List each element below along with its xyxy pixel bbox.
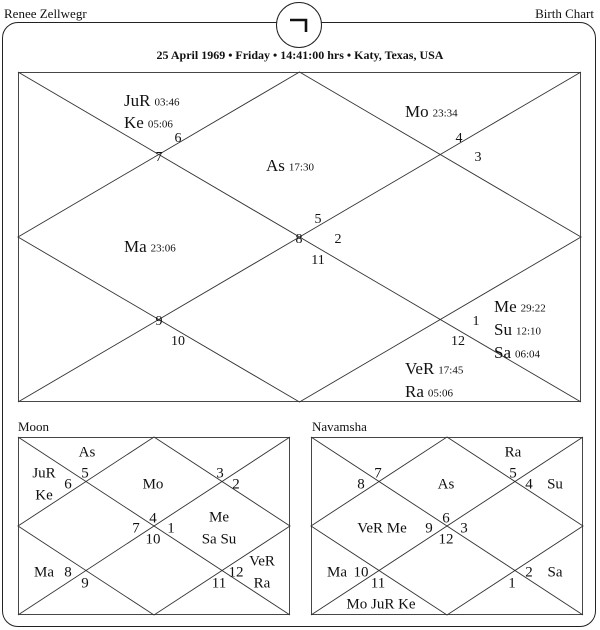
navamsha-chart-house-sign: 8 — [357, 476, 365, 493]
planet-degree: 03:46 — [154, 96, 180, 109]
planet-label: Ra — [504, 444, 522, 461]
navamsha-chart-house-sign: 6 — [442, 510, 450, 527]
planet-label: Sa — [494, 342, 511, 362]
logo-mark-icon — [288, 17, 310, 33]
planet-label: Su — [494, 319, 512, 339]
birth-house-sign: 7 — [155, 150, 163, 166]
birth-house-sign: 6 — [174, 131, 182, 147]
planet-degree: 23:06 — [150, 242, 176, 255]
birth-chart — [18, 72, 581, 402]
planet-label: As — [437, 476, 455, 493]
navamsha-chart-house-sign: 5 — [509, 465, 517, 482]
chart-type-label: Birth Chart — [535, 6, 594, 21]
planet-degree: 23:34 — [432, 107, 458, 120]
moon-chart-house-sign: 8 — [64, 564, 72, 581]
moon-chart-house-sign: 9 — [81, 575, 89, 592]
planet-degree: 06:04 — [515, 348, 541, 361]
planet-label: As — [78, 444, 96, 461]
planet-label: Ra — [253, 575, 271, 592]
navamsha-chart-house-sign: 1 — [508, 575, 516, 592]
birth-house-sign: 11 — [311, 253, 325, 269]
planet-degree: 05:06 — [427, 387, 453, 400]
planet-label: Me — [494, 296, 517, 316]
planet-label: Ma — [34, 564, 54, 581]
planet-label: Sa Su — [201, 531, 237, 548]
birth-house-sign: 9 — [155, 314, 163, 330]
planet-label: VeR — [249, 553, 275, 570]
navamsha-chart-house-sign: 10 — [353, 564, 369, 581]
moon-chart-house-sign: 5 — [81, 465, 89, 482]
moon-chart-house-sign: 6 — [64, 476, 72, 493]
navamsha-chart — [311, 437, 583, 615]
planet-label: JuR — [124, 90, 151, 110]
navamsha-chart-title: Navamsha — [312, 419, 367, 434]
planet-degree: 29:22 — [520, 302, 546, 315]
planet-label: Mo — [405, 101, 429, 121]
planet-label: Mo JuR Ke — [346, 596, 416, 613]
planet-label: As — [266, 155, 285, 175]
birth-house-sign: 1 — [472, 314, 480, 330]
navamsha-chart-house-sign: 9 — [425, 520, 433, 537]
moon-chart-house-sign: 12 — [228, 564, 244, 581]
logo-emblem — [276, 2, 322, 48]
planet-label: Me — [209, 509, 229, 526]
moon-chart-house-sign: 2 — [232, 476, 240, 493]
native-name: Renee Zellwegr — [4, 6, 87, 21]
birth-house-sign: 5 — [314, 212, 322, 228]
moon-chart-title: Moon — [18, 419, 50, 434]
planet-degree: 05:06 — [147, 118, 173, 131]
moon-chart-house-sign: 11 — [211, 575, 227, 592]
birth-house-sign: 2 — [334, 232, 342, 248]
moon-chart-house-sign: 1 — [167, 520, 175, 537]
planet-label: VeR Me — [357, 520, 407, 537]
birth-house-sign: 10 — [171, 334, 185, 350]
moon-chart-house-sign: 7 — [132, 520, 140, 537]
navamsha-chart-house-sign: 2 — [525, 564, 533, 581]
planet-label: Ke — [124, 112, 144, 132]
navamsha-chart-house-sign: 4 — [525, 476, 533, 493]
planet-degree: 17:45 — [438, 364, 464, 377]
planet-degree: 17:30 — [288, 161, 314, 174]
birth-house-sign: 8 — [295, 232, 303, 248]
planet-label: Ke — [35, 487, 53, 504]
planet-label: Mo — [142, 476, 164, 493]
birth-house-sign: 4 — [455, 131, 463, 147]
planet-label: JuR — [32, 465, 56, 482]
planet-label: Ma — [124, 236, 147, 256]
birth-house-sign: 3 — [474, 150, 482, 166]
navamsha-chart-house-sign: 3 — [460, 520, 468, 537]
navamsha-chart-house-sign: 12 — [438, 531, 454, 548]
planet-degree: 12:10 — [515, 325, 542, 338]
planet-label: Ma — [327, 564, 347, 581]
navamsha-chart-house-sign: 7 — [374, 465, 382, 482]
birth-house-sign: 12 — [451, 334, 465, 350]
planet-label: Sa — [547, 564, 563, 581]
planet-label: Ra — [405, 381, 424, 401]
planet-label: Su — [547, 476, 563, 493]
planet-label: VeR — [405, 358, 435, 378]
moon-chart-house-sign: 4 — [149, 510, 157, 527]
navamsha-chart-house-sign: 11 — [370, 575, 386, 592]
moon-chart-house-sign: 10 — [145, 531, 161, 548]
moon-chart-house-sign: 3 — [216, 465, 224, 482]
moon-chart — [18, 437, 290, 615]
birth-details: 25 April 1969 • Friday • 14:41:00 hrs • Katy, Texas, USA — [156, 48, 444, 62]
